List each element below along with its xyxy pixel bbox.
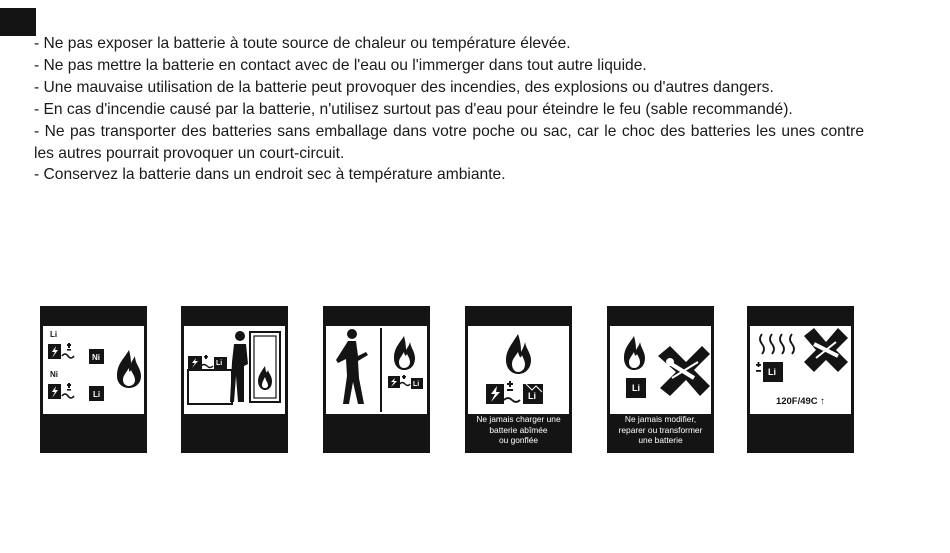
tag-li: Li — [528, 391, 536, 401]
warning-item: - Conservez la batterie dans un endroit sec à température ambiante. — [34, 166, 506, 184]
tag-li: Li — [93, 390, 101, 399]
tag-li: Li — [768, 367, 776, 377]
warning-item: - Ne pas mettre la batterie en contact avec de l'eau ou l'immerger dans tout autre liquide. — [34, 56, 647, 74]
pictogram-no-mixing — [40, 306, 147, 453]
pictogram-art — [610, 326, 711, 414]
pictogram-no-charging-damaged — [465, 306, 572, 453]
tag-li: Li — [413, 381, 420, 388]
corner-tab — [0, 8, 36, 36]
no-modify-icon — [610, 326, 711, 414]
pictogram-art — [184, 326, 285, 414]
tag-li: Li — [216, 360, 223, 367]
pictogram-storage — [181, 306, 288, 453]
storage-icon — [184, 326, 285, 414]
pictogram-fire-escape — [323, 306, 430, 453]
pictogram-caption: Ne jamais modifier, reparer ou transformer une batterie — [618, 414, 703, 445]
temperature-limit: 120F/49C ↑ — [775, 396, 826, 407]
warning-item: - Ne pas exposer la batterie à toute source de chaleur ou température élevée. — [34, 35, 571, 52]
arrow-up-icon: ↑ — [817, 396, 826, 407]
pictogram-art — [326, 326, 427, 414]
tag-li: Li — [632, 383, 640, 393]
label-ni: Ni — [50, 370, 58, 379]
warning-item: - En cas d'incendie causé par la batterie, n'utilisez surtout pas d'eau pour éteindre le feu (sable recommandé). — [34, 100, 793, 118]
pictogram-no-modifying — [607, 306, 714, 453]
mixing-icon — [43, 326, 144, 414]
tag-ni: Ni — [92, 353, 100, 362]
warning-list — [34, 33, 864, 186]
warning-item: - Ne pas transporter des batteries sans emballage dans votre poche ou sac, car le choc des batteries les unes contre les autres pourrait provoquer un court-circuit. — [34, 122, 864, 162]
warning-item: - Une mauvaise utilisation de la batterie peut provoquer des incendies, des explosions ou d'autres dangers. — [34, 78, 774, 96]
label-li: Li — [50, 330, 58, 339]
fire-escape-icon — [326, 326, 427, 414]
pictogram-art — [468, 326, 569, 414]
pictogram-art — [750, 326, 851, 414]
pictogram-art — [43, 326, 144, 414]
pictogram-caption: Ne jamais charger une batterie abîmée ou gonflée — [476, 414, 561, 445]
damaged-charge-icon — [468, 326, 569, 414]
pictogram-heat-limit — [747, 306, 854, 453]
